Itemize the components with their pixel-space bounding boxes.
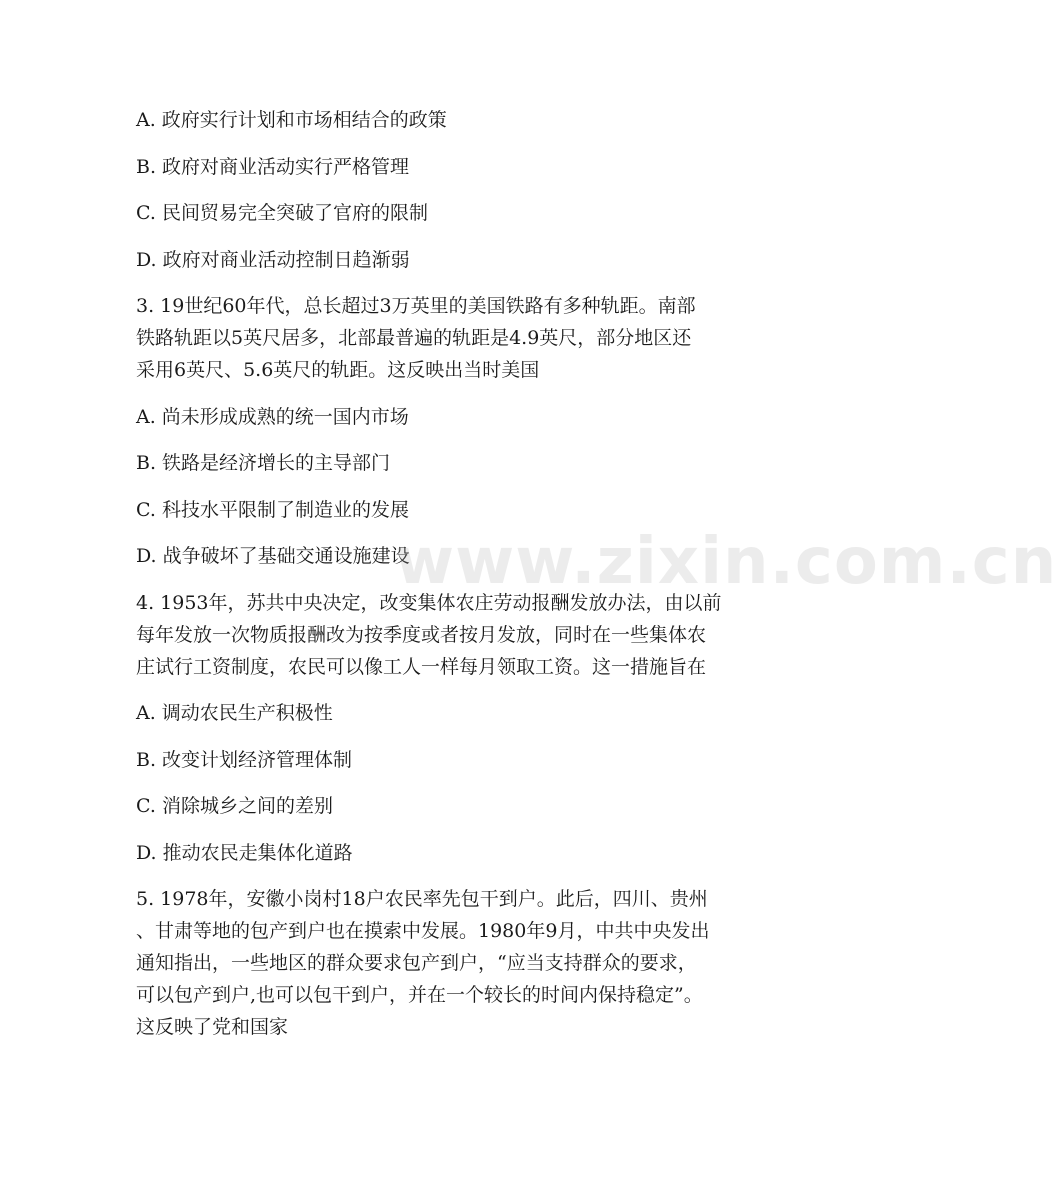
- answer-option: C. 民间贸易完全突破了官府的限制: [136, 202, 428, 224]
- question-line: 4. 1953年，苏共中央决定，改变集体农庄劳动报酬发放办法，由以前: [136, 591, 722, 614]
- answer-option: A. 尚未形成成熟的统一国内市场: [136, 405, 409, 428]
- question-stem: [136, 587, 786, 683]
- answer-option: C. 科技水平限制了制造业的发展: [136, 498, 409, 521]
- answer-option: B. 政府对商业活动实行严格管理: [136, 155, 410, 178]
- question-line: 每年发放一次物质报酬改为按季度或者按月发放，同时在一些集体农: [136, 623, 707, 646]
- watermark: www.zixin.com.cn: [395, 525, 1057, 599]
- answer-option: D. 政府对商业活动控制日趋渐弱: [136, 248, 410, 271]
- question-line: 庄试行工资制度，农民可以像工人一样每月领取工资。这一措施旨在: [136, 655, 707, 678]
- question-line: 采用6英尺、5.6英尺的轨距。这反映出当时美国: [136, 359, 540, 381]
- answer-option: D. 推动农民走集体化道路: [136, 841, 353, 864]
- answer-option: C. 消除城乡之间的差别: [136, 795, 333, 817]
- question-line: 这反映了党和国家: [136, 1016, 289, 1038]
- answer-option: B. 改变计划经济管理体制: [136, 748, 353, 771]
- question-line: 可以包产到户,也可以包干到户，并在一个较长的时间内保持稳定”。: [136, 984, 703, 1006]
- question-stem: [136, 883, 786, 1043]
- question-stem: [136, 290, 786, 386]
- document-content: [136, 104, 786, 1058]
- question-line: 5. 1978年，安徽小岗村18户农民率先包干到户。此后，四川、贵州: [136, 888, 708, 910]
- question-line: 通知指出，一些地区的群众要求包产到户，“应当支持群众的要求，: [136, 952, 697, 974]
- question-line: 铁路轨距以5英尺居多，北部最普遍的轨距是4.9英尺，部分地区还: [136, 327, 692, 349]
- answer-option: B. 铁路是经济增长的主导部门: [136, 452, 391, 474]
- answer-option: D. 战争破坏了基础交通设施建设: [136, 545, 410, 567]
- answer-option: A. 调动农民生产积极性: [136, 702, 333, 724]
- question-line: 、甘肃等地的包产到户也在摸索中发展。1980年9月，中共中央发出: [136, 920, 710, 942]
- answer-option: A. 政府实行计划和市场相结合的政策: [136, 109, 447, 131]
- question-line: 3. 19世纪60年代，总长超过3万英里的美国铁路有多种轨距。南部: [136, 295, 696, 317]
